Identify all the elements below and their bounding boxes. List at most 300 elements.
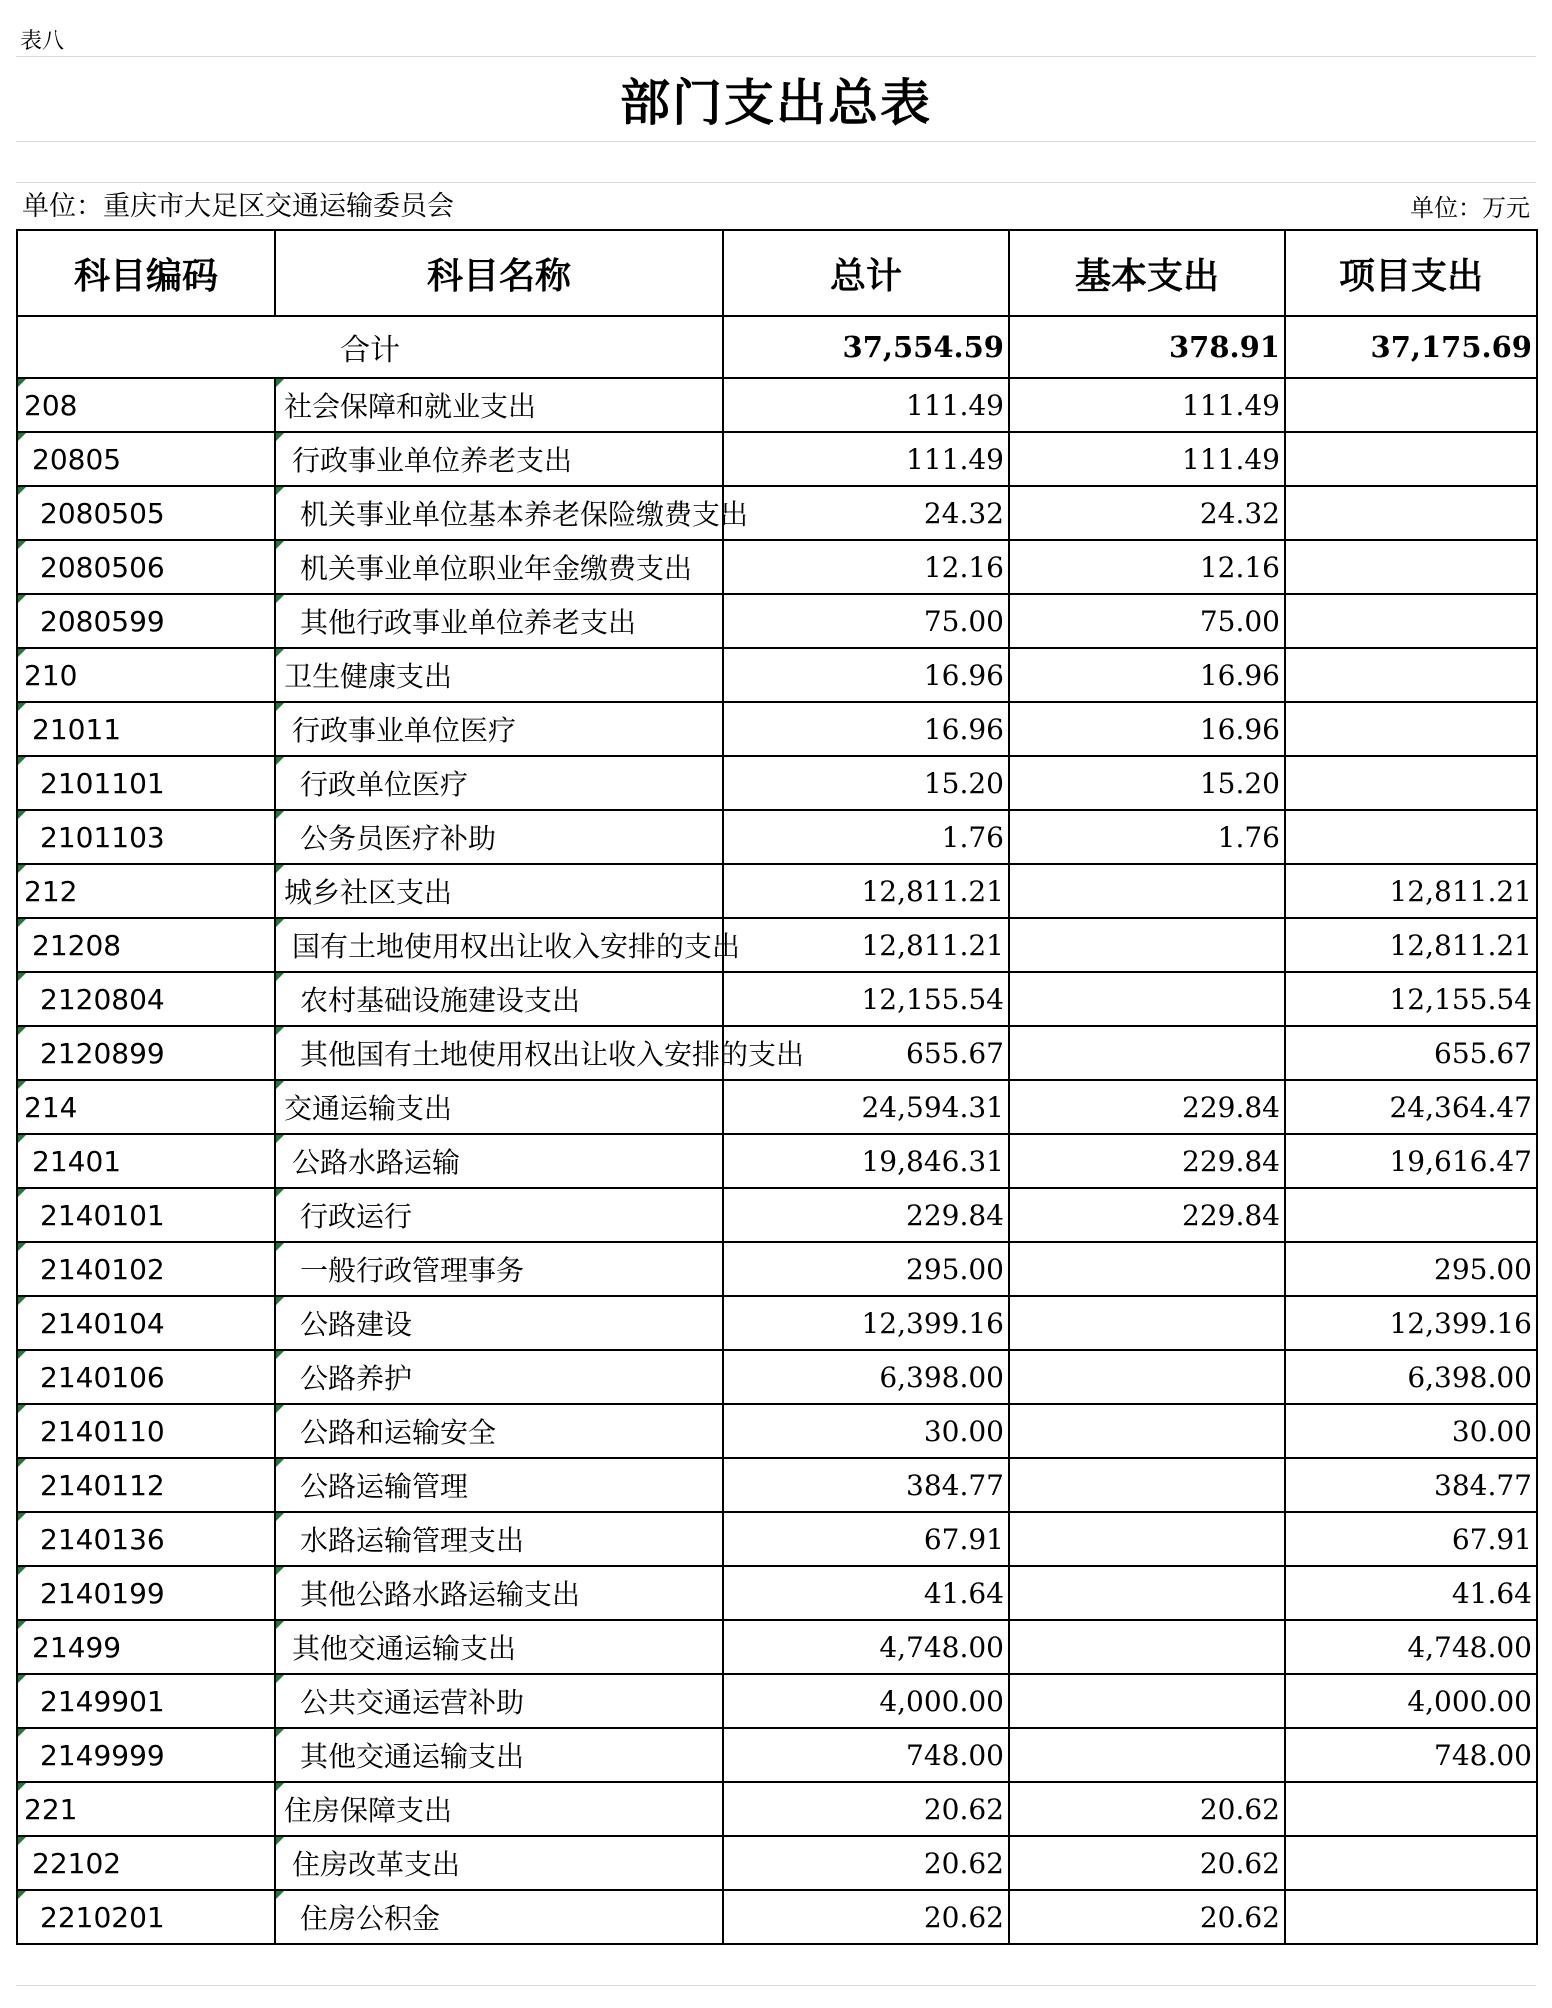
row-project-cell[interactable] <box>1285 1188 1537 1242</box>
title-row <box>16 57 1536 142</box>
row-code-cell[interactable] <box>17 810 275 864</box>
text-format-indicator-icon <box>18 541 26 549</box>
row-project-cell[interactable] <box>1285 1782 1537 1836</box>
row-basic-text: 20.62 <box>1199 1846 1280 1880</box>
row-name-cell[interactable] <box>275 1134 723 1188</box>
header-project[interactable]: 项目支出 <box>1285 230 1537 316</box>
row-total-cell[interactable] <box>723 1458 1009 1512</box>
row-name-cell[interactable] <box>275 1404 723 1458</box>
row-basic-cell[interactable] <box>1009 810 1285 864</box>
row-name-text: 一般行政管理事务 <box>300 1254 525 1287</box>
row-code-cell[interactable] <box>17 1836 275 1890</box>
row-code-text: 22102 <box>32 1846 122 1880</box>
table-row <box>17 378 1537 432</box>
row-total-text: 295.00 <box>906 1252 1004 1286</box>
row-code-cell[interactable] <box>17 1134 275 1188</box>
row-total-text: 16.96 <box>923 712 1004 746</box>
row-name-text: 国有土地使用权出让收入安排的支出 <box>292 930 741 963</box>
row-total-cell[interactable] <box>723 1890 1009 1944</box>
row-total-cell[interactable] <box>723 1134 1009 1188</box>
row-code-text: 2210201 <box>40 1900 165 1934</box>
row-project-cell[interactable] <box>1285 1404 1537 1458</box>
row-name-cell[interactable] <box>275 378 723 432</box>
row-code-cell[interactable] <box>17 1026 275 1080</box>
row-name-cell[interactable] <box>275 1026 805 1080</box>
row-project-cell[interactable] <box>1285 918 1537 972</box>
row-total-text: 24.32 <box>923 496 1004 530</box>
row-basic-cell[interactable] <box>1009 1242 1285 1296</box>
row-total-text: 67.91 <box>923 1522 1004 1556</box>
row-project-cell[interactable] <box>1285 1728 1537 1782</box>
row-total-text: 6,398.00 <box>879 1360 1004 1394</box>
text-format-indicator-icon <box>18 1297 26 1305</box>
row-code-cell[interactable] <box>17 972 275 1026</box>
row-name-text: 机关事业单位职业年金缴费支出 <box>300 552 693 585</box>
row-total-cell[interactable] <box>723 594 1009 648</box>
row-total-cell[interactable] <box>723 1404 1009 1458</box>
row-project-cell[interactable] <box>1285 702 1537 756</box>
row-total-cell[interactable] <box>723 1350 1009 1404</box>
row-code-text: 21011 <box>32 712 122 746</box>
row-name-cell[interactable] <box>275 1350 723 1404</box>
row-total-cell[interactable] <box>723 702 1009 756</box>
text-format-indicator-icon <box>18 1621 26 1629</box>
row-total-cell[interactable] <box>723 1566 1009 1620</box>
row-total-cell[interactable] <box>723 864 1009 918</box>
row-basic-cell[interactable] <box>1009 1134 1285 1188</box>
table-row <box>17 1296 1537 1350</box>
row-basic-text: 75.00 <box>1199 604 1280 638</box>
table-row <box>17 702 1537 756</box>
row-basic-cell[interactable] <box>1009 756 1285 810</box>
row-code-text: 2149999 <box>40 1738 165 1772</box>
text-format-indicator-icon <box>276 1729 284 1737</box>
row-total-text: 30.00 <box>923 1414 1004 1448</box>
row-basic-cell[interactable] <box>1009 1188 1285 1242</box>
row-name-text: 水路运输管理支出 <box>300 1524 525 1557</box>
row-basic-cell[interactable] <box>1009 540 1285 594</box>
row-code-text: 2101103 <box>40 820 165 854</box>
row-project-text: 12,399.16 <box>1389 1306 1532 1340</box>
row-code-text: 2140106 <box>40 1360 165 1394</box>
row-basic-cell[interactable] <box>1009 702 1285 756</box>
row-code-cell[interactable] <box>17 1890 275 1944</box>
row-name-cell[interactable] <box>275 972 723 1026</box>
row-name-cell[interactable] <box>275 1836 723 1890</box>
text-format-indicator-icon <box>276 487 284 495</box>
row-name-cell[interactable] <box>275 1782 723 1836</box>
row-code-cell[interactable] <box>17 1620 275 1674</box>
row-name-cell[interactable] <box>275 1080 723 1134</box>
table-row <box>17 1620 1537 1674</box>
row-name-cell[interactable] <box>275 1674 723 1728</box>
row-name-cell[interactable] <box>275 1512 723 1566</box>
row-project-cell[interactable] <box>1285 432 1537 486</box>
row-code-cell[interactable] <box>17 1458 275 1512</box>
table-row <box>17 810 1537 864</box>
spreadsheet <box>16 16 1536 1986</box>
text-format-indicator-icon <box>276 433 284 441</box>
row-code-text: 21208 <box>32 928 122 962</box>
row-project-text: 4,748.00 <box>1407 1630 1532 1664</box>
text-format-indicator-icon <box>276 379 284 387</box>
row-name-cell[interactable] <box>275 540 723 594</box>
total-label[interactable]: 合计 <box>17 316 723 378</box>
row-name-text: 行政事业单位养老支出 <box>292 444 573 477</box>
row-total-cell[interactable] <box>723 1674 1009 1728</box>
text-format-indicator-icon <box>18 1513 26 1521</box>
row-basic-text: 1.76 <box>1217 820 1280 854</box>
row-code-text: 2080599 <box>40 604 165 638</box>
text-format-indicator-icon <box>18 919 26 927</box>
header-basic[interactable]: 基本支出 <box>1009 230 1285 316</box>
table-row <box>17 540 1537 594</box>
row-name-text: 其他行政事业单位养老支出 <box>300 606 637 639</box>
text-format-indicator-icon <box>18 1891 26 1899</box>
row-name-text: 住房改革支出 <box>292 1848 461 1881</box>
row-code-text: 2149901 <box>40 1684 165 1718</box>
header-code[interactable]: 科目编码 <box>17 230 275 316</box>
row-total-text: 20.62 <box>923 1846 1004 1880</box>
row-basic-text: 111.49 <box>1182 388 1280 422</box>
table-row <box>17 864 1537 918</box>
row-name-cell[interactable] <box>275 1188 723 1242</box>
row-project-cell[interactable] <box>1285 864 1537 918</box>
row-name-text: 其他公路水路运输支出 <box>300 1578 581 1611</box>
row-total-cell[interactable] <box>723 648 1009 702</box>
table-row <box>17 1134 1537 1188</box>
row-basic-cell[interactable] <box>1009 1782 1285 1836</box>
row-total-text: 4,748.00 <box>879 1630 1004 1664</box>
row-total-cell[interactable] <box>723 1080 1009 1134</box>
row-code-cell[interactable] <box>17 432 275 486</box>
total-project[interactable]: 37,175.69 <box>1285 316 1537 378</box>
row-total-text: 75.00 <box>923 604 1004 638</box>
row-project-cell[interactable] <box>1285 1296 1537 1350</box>
row-code-text: 2140101 <box>40 1198 165 1232</box>
table-row <box>17 1026 1537 1080</box>
text-format-indicator-icon <box>18 1783 26 1791</box>
table-row <box>17 1512 1537 1566</box>
row-project-cell[interactable] <box>1285 1566 1537 1620</box>
row-basic-cell[interactable] <box>1009 486 1285 540</box>
row-basic-cell[interactable] <box>1009 1674 1285 1728</box>
table-row <box>17 648 1537 702</box>
row-code-text: 2140104 <box>40 1306 165 1340</box>
row-code-cell[interactable] <box>17 1080 275 1134</box>
row-name-cell[interactable] <box>275 1458 723 1512</box>
row-project-cell[interactable] <box>1285 648 1537 702</box>
row-code-text: 2120804 <box>40 982 165 1016</box>
row-total-cell[interactable] <box>723 540 1009 594</box>
row-code-cell[interactable] <box>17 1674 275 1728</box>
sheet-label-row <box>16 16 1536 57</box>
row-total-text: 655.67 <box>906 1036 1004 1070</box>
row-name-text: 公路水路运输 <box>292 1146 461 1179</box>
text-format-indicator-icon <box>276 1189 284 1197</box>
row-project-text: 30.00 <box>1451 1414 1532 1448</box>
row-code-cell[interactable] <box>17 648 275 702</box>
row-total-text: 24,594.31 <box>861 1090 1004 1124</box>
text-format-indicator-icon <box>276 973 284 981</box>
row-code-cell[interactable] <box>17 918 275 972</box>
text-format-indicator-icon <box>18 973 26 981</box>
row-basic-cell[interactable] <box>1009 1836 1285 1890</box>
row-name-cell[interactable] <box>275 810 723 864</box>
row-total-text: 229.84 <box>906 1198 1004 1232</box>
row-basic-text: 16.96 <box>1199 712 1280 746</box>
row-basic-cell[interactable] <box>1009 1350 1285 1404</box>
row-project-cell[interactable] <box>1285 1836 1537 1890</box>
row-project-cell[interactable] <box>1285 378 1537 432</box>
row-project-text: 295.00 <box>1434 1252 1532 1286</box>
row-project-cell[interactable] <box>1285 1350 1537 1404</box>
row-code-cell[interactable] <box>17 540 275 594</box>
row-code-cell[interactable] <box>17 1566 275 1620</box>
row-total-cell[interactable] <box>723 486 1009 540</box>
row-name-text: 行政事业单位医疗 <box>292 714 517 747</box>
row-basic-cell[interactable] <box>1009 1458 1285 1512</box>
row-name-text: 农村基础设施建设支出 <box>300 984 581 1017</box>
row-project-cell[interactable] <box>1285 486 1537 540</box>
row-total-cell[interactable] <box>723 1026 1009 1080</box>
text-format-indicator-icon <box>18 1729 26 1737</box>
row-total-cell[interactable] <box>723 1620 1009 1674</box>
table-row <box>17 1458 1537 1512</box>
row-name-text: 行政单位医疗 <box>300 768 469 801</box>
row-project-cell[interactable] <box>1285 1674 1537 1728</box>
table-row <box>17 1836 1537 1890</box>
row-name-cell[interactable] <box>275 756 723 810</box>
text-format-indicator-icon <box>276 649 284 657</box>
row-total-cell[interactable] <box>723 972 1009 1026</box>
row-name-text: 机关事业单位基本养老保险缴费支出 <box>300 498 749 531</box>
blank-row <box>16 142 1536 183</box>
row-name-cell[interactable] <box>275 1242 723 1296</box>
row-project-cell[interactable] <box>1285 1890 1537 1944</box>
row-basic-cell[interactable] <box>1009 972 1285 1026</box>
table-row <box>17 1566 1537 1620</box>
row-total-cell[interactable] <box>723 1782 1009 1836</box>
row-code-cell[interactable] <box>17 864 275 918</box>
row-total-cell[interactable] <box>723 1242 1009 1296</box>
text-format-indicator-icon <box>18 379 26 387</box>
text-format-indicator-icon <box>18 649 26 657</box>
row-basic-text: 12.16 <box>1199 550 1280 584</box>
row-name-text: 公路运输管理 <box>300 1470 469 1503</box>
text-format-indicator-icon <box>18 1027 26 1035</box>
row-basic-cell[interactable] <box>1009 1080 1285 1134</box>
row-basic-text: 229.84 <box>1182 1198 1280 1232</box>
row-project-cell[interactable] <box>1285 1026 1537 1080</box>
row-project-cell[interactable] <box>1285 810 1537 864</box>
row-total-cell[interactable] <box>723 432 1009 486</box>
text-format-indicator-icon <box>276 1351 284 1359</box>
row-name-text: 其他交通运输支出 <box>292 1632 517 1665</box>
row-project-text: 12,155.54 <box>1389 982 1532 1016</box>
text-format-indicator-icon <box>276 811 284 819</box>
text-format-indicator-icon <box>276 1513 284 1521</box>
row-code-cell[interactable] <box>17 486 275 540</box>
table-row <box>17 1404 1537 1458</box>
header-total[interactable]: 总计 <box>723 230 1009 316</box>
row-total-cell[interactable] <box>723 756 1009 810</box>
text-format-indicator-icon <box>276 1135 284 1143</box>
row-name-cell[interactable] <box>275 1890 723 1944</box>
row-project-cell[interactable] <box>1285 756 1537 810</box>
row-total-text: 111.49 <box>906 388 1004 422</box>
row-total-cell[interactable] <box>723 1188 1009 1242</box>
row-project-text: 41.64 <box>1451 1576 1532 1610</box>
row-code-text: 2140112 <box>40 1468 165 1502</box>
row-name-text: 社会保障和就业支出 <box>284 390 537 423</box>
row-project-cell[interactable] <box>1285 1242 1537 1296</box>
total-amount[interactable]: 37,554.59 <box>723 316 1009 378</box>
text-format-indicator-icon <box>18 1243 26 1251</box>
row-code-cell[interactable] <box>17 1242 275 1296</box>
row-code-text: 20805 <box>32 442 122 476</box>
row-basic-cell[interactable] <box>1009 1404 1285 1458</box>
row-basic-cell[interactable] <box>1009 1512 1285 1566</box>
text-format-indicator-icon <box>276 1783 284 1791</box>
row-code-cell[interactable] <box>17 702 275 756</box>
row-project-cell[interactable] <box>1285 972 1537 1026</box>
row-total-text: 1.76 <box>941 820 1004 854</box>
table-row <box>17 1080 1537 1134</box>
text-format-indicator-icon <box>18 811 26 819</box>
row-total-text: 384.77 <box>906 1468 1004 1502</box>
row-total-cell[interactable] <box>723 1728 1009 1782</box>
row-code-cell[interactable] <box>17 1188 275 1242</box>
row-name-text: 公务员医疗补助 <box>300 822 497 855</box>
row-total-text: 19,846.31 <box>861 1144 1004 1178</box>
row-project-cell[interactable] <box>1285 1620 1537 1674</box>
row-name-cell[interactable] <box>275 648 723 702</box>
row-basic-cell[interactable] <box>1009 918 1285 972</box>
row-name-cell[interactable] <box>275 1620 723 1674</box>
row-name-cell[interactable] <box>275 702 723 756</box>
text-format-indicator-icon <box>18 1837 26 1845</box>
row-code-text: 2080505 <box>40 496 165 530</box>
row-name-cell[interactable] <box>275 1728 723 1782</box>
row-total-cell[interactable] <box>723 918 1009 972</box>
row-project-cell[interactable] <box>1285 1080 1537 1134</box>
text-format-indicator-icon <box>276 1891 284 1899</box>
row-project-text: 4,000.00 <box>1407 1684 1532 1718</box>
text-format-indicator-icon <box>276 1621 284 1629</box>
currency-unit: 单位：万元 <box>1410 194 1530 222</box>
text-format-indicator-icon <box>276 1567 284 1575</box>
row-total-cell[interactable] <box>723 1512 1009 1566</box>
row-basic-cell[interactable] <box>1009 1620 1285 1674</box>
row-code-cell[interactable] <box>17 1296 275 1350</box>
row-total-text: 12,399.16 <box>861 1306 1004 1340</box>
text-format-indicator-icon <box>276 1837 284 1845</box>
row-name-text: 公共交通运营补助 <box>300 1686 525 1719</box>
row-project-cell[interactable] <box>1285 1134 1537 1188</box>
row-name-text: 公路养护 <box>300 1362 413 1395</box>
row-code-text: 2140110 <box>40 1414 165 1448</box>
row-project-text: 19,616.47 <box>1389 1144 1532 1178</box>
row-code-cell[interactable] <box>17 756 275 810</box>
text-format-indicator-icon <box>18 703 26 711</box>
text-format-indicator-icon <box>276 919 284 927</box>
row-basic-cell[interactable] <box>1009 594 1285 648</box>
text-format-indicator-icon <box>18 1189 26 1197</box>
row-basic-cell[interactable] <box>1009 1890 1285 1944</box>
row-name-text: 其他国有土地使用权出让收入安排的支出 <box>300 1038 805 1071</box>
text-format-indicator-icon <box>18 1351 26 1359</box>
row-basic-cell[interactable] <box>1009 648 1285 702</box>
text-format-indicator-icon <box>18 487 26 495</box>
row-code-cell[interactable] <box>17 1350 275 1404</box>
row-total-cell[interactable] <box>723 378 1009 432</box>
row-project-cell[interactable] <box>1285 1458 1537 1512</box>
total-basic[interactable]: 378.91 <box>1009 316 1285 378</box>
row-code-cell[interactable] <box>17 1512 275 1566</box>
row-code-cell[interactable] <box>17 1782 275 1836</box>
row-project-text: 384.77 <box>1434 1468 1532 1502</box>
row-basic-cell[interactable] <box>1009 1728 1285 1782</box>
row-project-cell[interactable] <box>1285 594 1537 648</box>
row-project-cell[interactable] <box>1285 540 1537 594</box>
text-format-indicator-icon <box>276 541 284 549</box>
row-code-text: 210 <box>24 658 78 692</box>
text-format-indicator-icon <box>18 1675 26 1683</box>
text-format-indicator-icon <box>18 865 26 873</box>
row-project-cell[interactable] <box>1285 1512 1537 1566</box>
row-code-cell[interactable] <box>17 378 275 432</box>
row-name-cell[interactable] <box>275 864 723 918</box>
row-basic-cell[interactable] <box>1009 378 1285 432</box>
row-basic-text: 229.84 <box>1182 1144 1280 1178</box>
header-name[interactable]: 科目名称 <box>275 230 723 316</box>
text-format-indicator-icon <box>18 433 26 441</box>
row-name-text: 公路建设 <box>300 1308 413 1341</box>
row-name-cell[interactable] <box>275 918 741 972</box>
row-basic-text: 20.62 <box>1199 1792 1280 1826</box>
blank-row <box>16 1945 1536 1986</box>
row-basic-cell[interactable] <box>1009 1026 1285 1080</box>
row-total-cell[interactable] <box>723 1836 1009 1890</box>
row-code-cell[interactable] <box>17 1404 275 1458</box>
row-name-text: 公路和运输安全 <box>300 1416 497 1449</box>
row-name-cell[interactable] <box>275 1296 723 1350</box>
row-total-text: 12,155.54 <box>861 982 1004 1016</box>
row-name-cell[interactable] <box>275 486 749 540</box>
row-name-cell[interactable] <box>275 432 723 486</box>
row-name-text: 城乡社区支出 <box>284 876 453 909</box>
text-format-indicator-icon <box>276 1459 284 1467</box>
row-name-cell[interactable] <box>275 594 723 648</box>
row-code-text: 2140199 <box>40 1576 165 1610</box>
row-basic-cell[interactable] <box>1009 1296 1285 1350</box>
row-name-cell[interactable] <box>275 1566 723 1620</box>
row-basic-cell[interactable] <box>1009 432 1285 486</box>
row-name-text: 住房保障支出 <box>284 1794 453 1827</box>
row-total-cell[interactable] <box>723 810 1009 864</box>
row-basic-cell[interactable] <box>1009 864 1285 918</box>
row-total-text: 41.64 <box>923 1576 1004 1610</box>
row-code-cell[interactable] <box>17 594 275 648</box>
row-total-cell[interactable] <box>723 1296 1009 1350</box>
row-basic-text: 229.84 <box>1182 1090 1280 1124</box>
text-format-indicator-icon <box>276 1027 284 1035</box>
row-basic-cell[interactable] <box>1009 1566 1285 1620</box>
text-format-indicator-icon <box>18 1135 26 1143</box>
row-name-text: 其他交通运输支出 <box>300 1740 525 1773</box>
row-code-cell[interactable] <box>17 1728 275 1782</box>
